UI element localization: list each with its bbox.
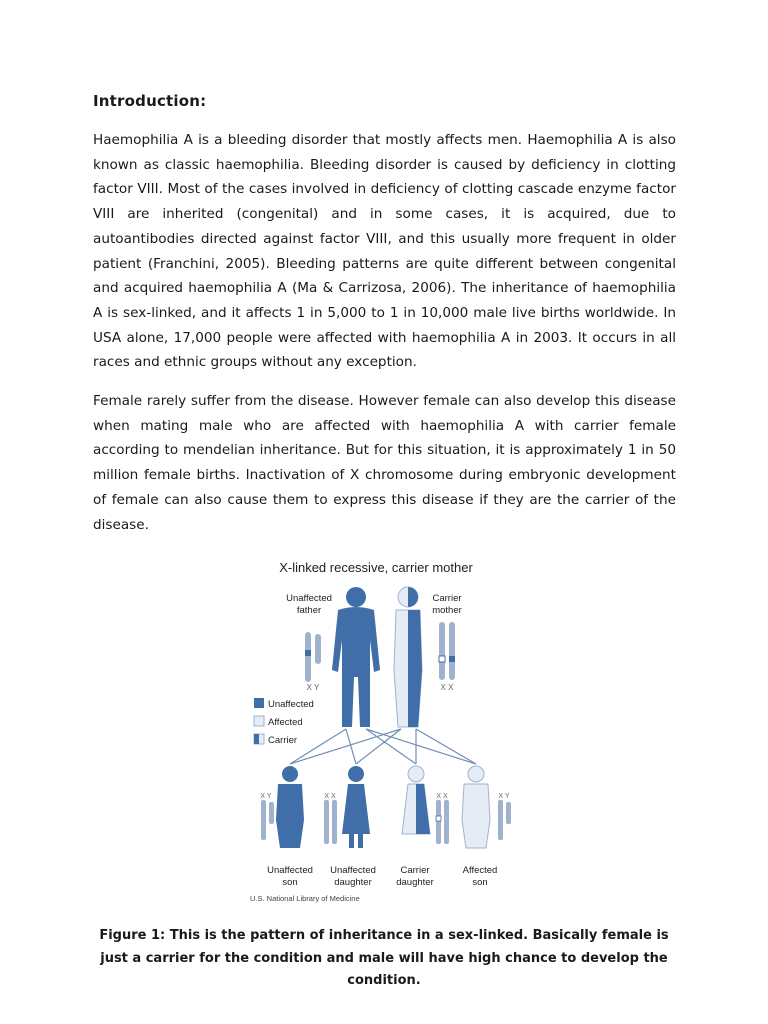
legend <box>254 698 314 746</box>
figure-caption: Figure 1: This is the pattern of inheritance in a sex-linked. Basically female is just a carrier for the condition and male will have high chance to develop the condition. <box>99 928 669 988</box>
mother-label-1: Carrier <box>432 593 462 604</box>
section-heading: Introduction: <box>93 92 207 110</box>
father-label-1: Unaffected <box>286 593 332 604</box>
svg-text:X Y: X Y <box>498 793 510 800</box>
svg-text:Affected: Affected <box>268 717 303 728</box>
child-label-3a: Carrier <box>400 865 430 876</box>
mother-chromosomes <box>439 622 455 680</box>
child-carrier-daughter <box>402 766 449 844</box>
mother-chromosome-label: X X <box>440 683 454 692</box>
child-unaffected-daughter <box>324 766 370 848</box>
child-label-1b: son <box>282 877 298 888</box>
inheritance-figure <box>246 552 522 908</box>
svg-text:X X: X X <box>436 793 448 800</box>
child-unaffected-son <box>261 766 304 848</box>
paragraph-1: Haemophilia A is a bleeding disorder that mostly affects men. Haemophilia A is also known as classic haemophilia. Bleeding disorder is caused by deficiency in clotting factor VIII. Most of the cases involved in deficiency of clotting cascade enzyme factor VIII are inherited (congenital) and in some cases, it is acquired, due to autoantibodies directed against factor VIII, and this usually more frequent in older patient (Franchini, 2005). Bleeding patterns are quite different between congenital and acquired haemophilia A (Ma & Carrizosa, 2006). The inheritance of haemophilia A is sex-linked, and it affects 1 in 5,000 to 1 in 10,000 male live births worldwide. In USA alone, 17,000 people were affected with haemophilia A in 2003. It occurs in all races and ethnic groups without any exception. <box>93 132 676 371</box>
child-label-3b: daughter <box>396 877 434 888</box>
paragraph-2: Female rarely suffer from the disease. However female can also develop this disease when mating male who are affected with haemophilia A with carrier female according to mendelian inheritance. But for this situation, it is approximately 1 in 50 million female births. Inactivation of X chromosome during embryonic development of female can also cause them to express this disease if they are the carrier of the disease. <box>93 393 676 533</box>
figure-credit: U.S. National Library of Medicine <box>250 894 360 903</box>
svg-text:X X: X X <box>324 793 336 800</box>
child-label-4b: son <box>472 877 488 888</box>
inheritance-lines <box>290 729 476 764</box>
father-chromosomes <box>305 632 321 682</box>
father-chromosome-label: X Y <box>306 683 320 692</box>
child-affected-son <box>462 766 511 848</box>
figure-title: X-linked recessive, carrier mother <box>279 560 473 575</box>
svg-text:Carrier: Carrier <box>268 735 298 746</box>
child-label-2a: Unaffected <box>330 865 376 876</box>
child-label-4a: Affected <box>462 865 498 876</box>
child-label-1a: Unaffected <box>267 865 313 876</box>
mother-label-2: mother <box>432 605 462 616</box>
father-figure <box>332 587 380 727</box>
father-label-2: father <box>296 605 322 616</box>
svg-text:X Y: X Y <box>260 793 272 800</box>
child-label-2b: daughter <box>334 877 372 888</box>
mother-figure <box>394 587 422 727</box>
svg-text:Unaffected: Unaffected <box>268 699 314 710</box>
